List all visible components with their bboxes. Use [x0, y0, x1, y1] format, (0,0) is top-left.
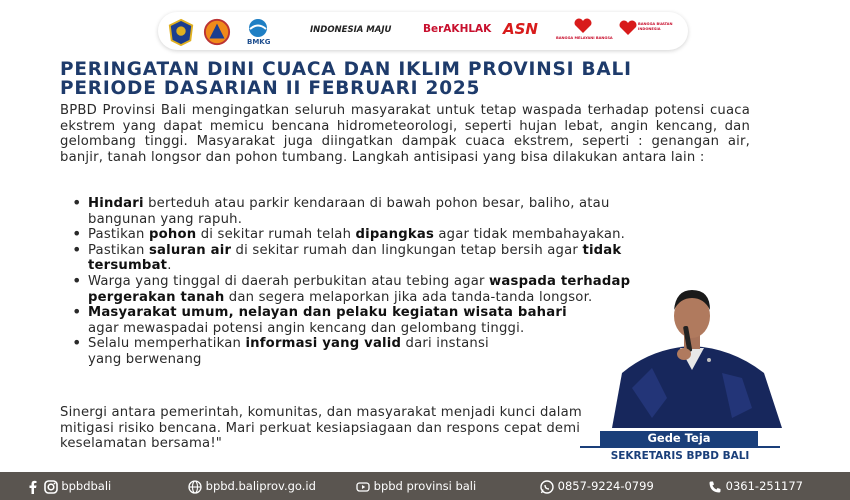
- social-link[interactable]: [26, 478, 111, 494]
- item-text: dan segera melaporkan jika ada tanda-tanda longsor.: [224, 289, 593, 305]
- list-item: [70, 305, 568, 336]
- intro-paragraph: BPBD Provinsi Bali mengingatkan seluruh masyarakat untuk tetap waspada terhadap potensi cuaca ekstrem yang dapat memicu bencana hidrometeorologi, seperti hujan lebat, angin kencang, dan gelombang tinggi. Masyarakat juga diingatkan dampak cuaca ekstrem, seperti : genangan air, banjir, tanah longsor dan pohon tumbang. Langkah antisipasi yang bisa dilakukan antara lain :: [60, 103, 750, 165]
- youtube-text: bpbd provinsi bali: [373, 479, 477, 493]
- bangga-buatan-logo: [618, 18, 678, 46]
- item-text: Pastikan: [88, 227, 149, 243]
- youtube-link[interactable]: [356, 478, 476, 494]
- item-text: .: [167, 258, 172, 274]
- globe-icon: [188, 480, 202, 494]
- social-handle: bpbdbali: [61, 479, 112, 493]
- list-item: [70, 243, 668, 274]
- asn-label: ASN: [503, 20, 538, 38]
- heart-icon: [573, 18, 593, 34]
- title-line-1: PERINGATAN DINI CUACA DAN IKLIM PROVINSI BALI: [60, 59, 632, 80]
- berakhlak-label: BerAKHLAK: [423, 23, 492, 35]
- official-role: SEKRETARIS BPBD BALI: [580, 446, 780, 465]
- bali-province-emblem-icon: [166, 18, 196, 46]
- whatsapp-number: 0857-9224-0799: [557, 479, 654, 493]
- asn-logo: [503, 18, 549, 46]
- phone-number: 0361-251177: [725, 479, 803, 493]
- emphasis: dipangkas: [355, 227, 434, 243]
- title-line-2: PERIODE DASARIAN II FEBRUARI 2025: [60, 78, 481, 99]
- item-text: agar tidak membahayakan.: [434, 227, 626, 243]
- emphasis: tidak tersumbat: [88, 242, 622, 274]
- phone-link[interactable]: [708, 478, 803, 494]
- closing-paragraph: Sinergi antara pemerintah, komunitas, dan masyarakat menjadi kunci dalam mitigasi risiko bencana. Mari perkuat kesiapsiagaan dan respons cepat demi keselamatan bersama!": [60, 405, 582, 452]
- berakhlak-logo: [423, 18, 495, 46]
- item-text: Pastikan: [88, 242, 149, 258]
- official-name: Gede Teja: [600, 431, 758, 446]
- bangga-melayani-logo: [556, 18, 613, 46]
- list-item: [70, 336, 518, 367]
- bpbd-emblem-icon: [202, 18, 232, 46]
- emphasis: waspada terhadap pergerakan tanah: [88, 273, 631, 305]
- website-text: bpbd.baliprov.go.id: [205, 479, 316, 493]
- emphasis: informasi yang valid: [245, 336, 402, 352]
- item-text: di sekitar rumah dan lingkungan tetap bersih agar: [231, 242, 583, 258]
- page-title: [60, 60, 780, 98]
- anticipation-list: [70, 196, 670, 368]
- list-item: [70, 274, 648, 305]
- item-text: berteduh atau parkir kendaraan di bawah pohon besar, baliho, atau bangunan yang rapuh.: [88, 196, 610, 227]
- indonesia-maju-logo: [310, 18, 422, 46]
- item-text: Warga yang tinggal di daerah perbukitan atau tebing agar: [88, 273, 490, 289]
- instagram-icon: [44, 480, 58, 494]
- indonesia-maju-label: INDONESIA MAJU: [310, 25, 392, 35]
- bangga-buatan-label: BANGGA BUATAN INDONESIA: [638, 22, 673, 31]
- list-item: [70, 196, 668, 227]
- emphasis: pohon: [148, 227, 197, 243]
- website-link[interactable]: [188, 478, 316, 494]
- bmkg-label: BMKG: [247, 38, 271, 46]
- item-text: di sekitar rumah telah: [196, 227, 356, 243]
- whatsapp-link[interactable]: [540, 478, 654, 494]
- emphasis: Masyarakat umum, nelayan dan pelaku kegiatan wisata bahari: [88, 305, 567, 321]
- phone-icon: [708, 480, 722, 494]
- youtube-icon: [356, 480, 370, 494]
- bangga-melayani-label: BANGGA MELAYANI BANGSA: [556, 36, 613, 40]
- bmkg-icon: [238, 18, 278, 38]
- item-text: Selalu memperhatikan: [88, 336, 246, 352]
- bmkg-logo: [238, 18, 278, 46]
- contact-footer: [0, 472, 850, 500]
- item-text: dari instansi yang berwenang: [88, 336, 489, 367]
- emphasis: Hindari: [88, 196, 144, 211]
- facebook-icon: [26, 480, 40, 494]
- partner-logo-strip: [158, 12, 688, 50]
- list-item: [70, 227, 668, 243]
- official-photo: [592, 278, 792, 428]
- emphasis: saluran air: [148, 242, 232, 258]
- whatsapp-icon: [540, 480, 554, 494]
- heart-icon: [618, 20, 638, 36]
- item-text: agar mewaspadai potensi angin kencang dan gelombang tinggi.: [88, 320, 525, 336]
